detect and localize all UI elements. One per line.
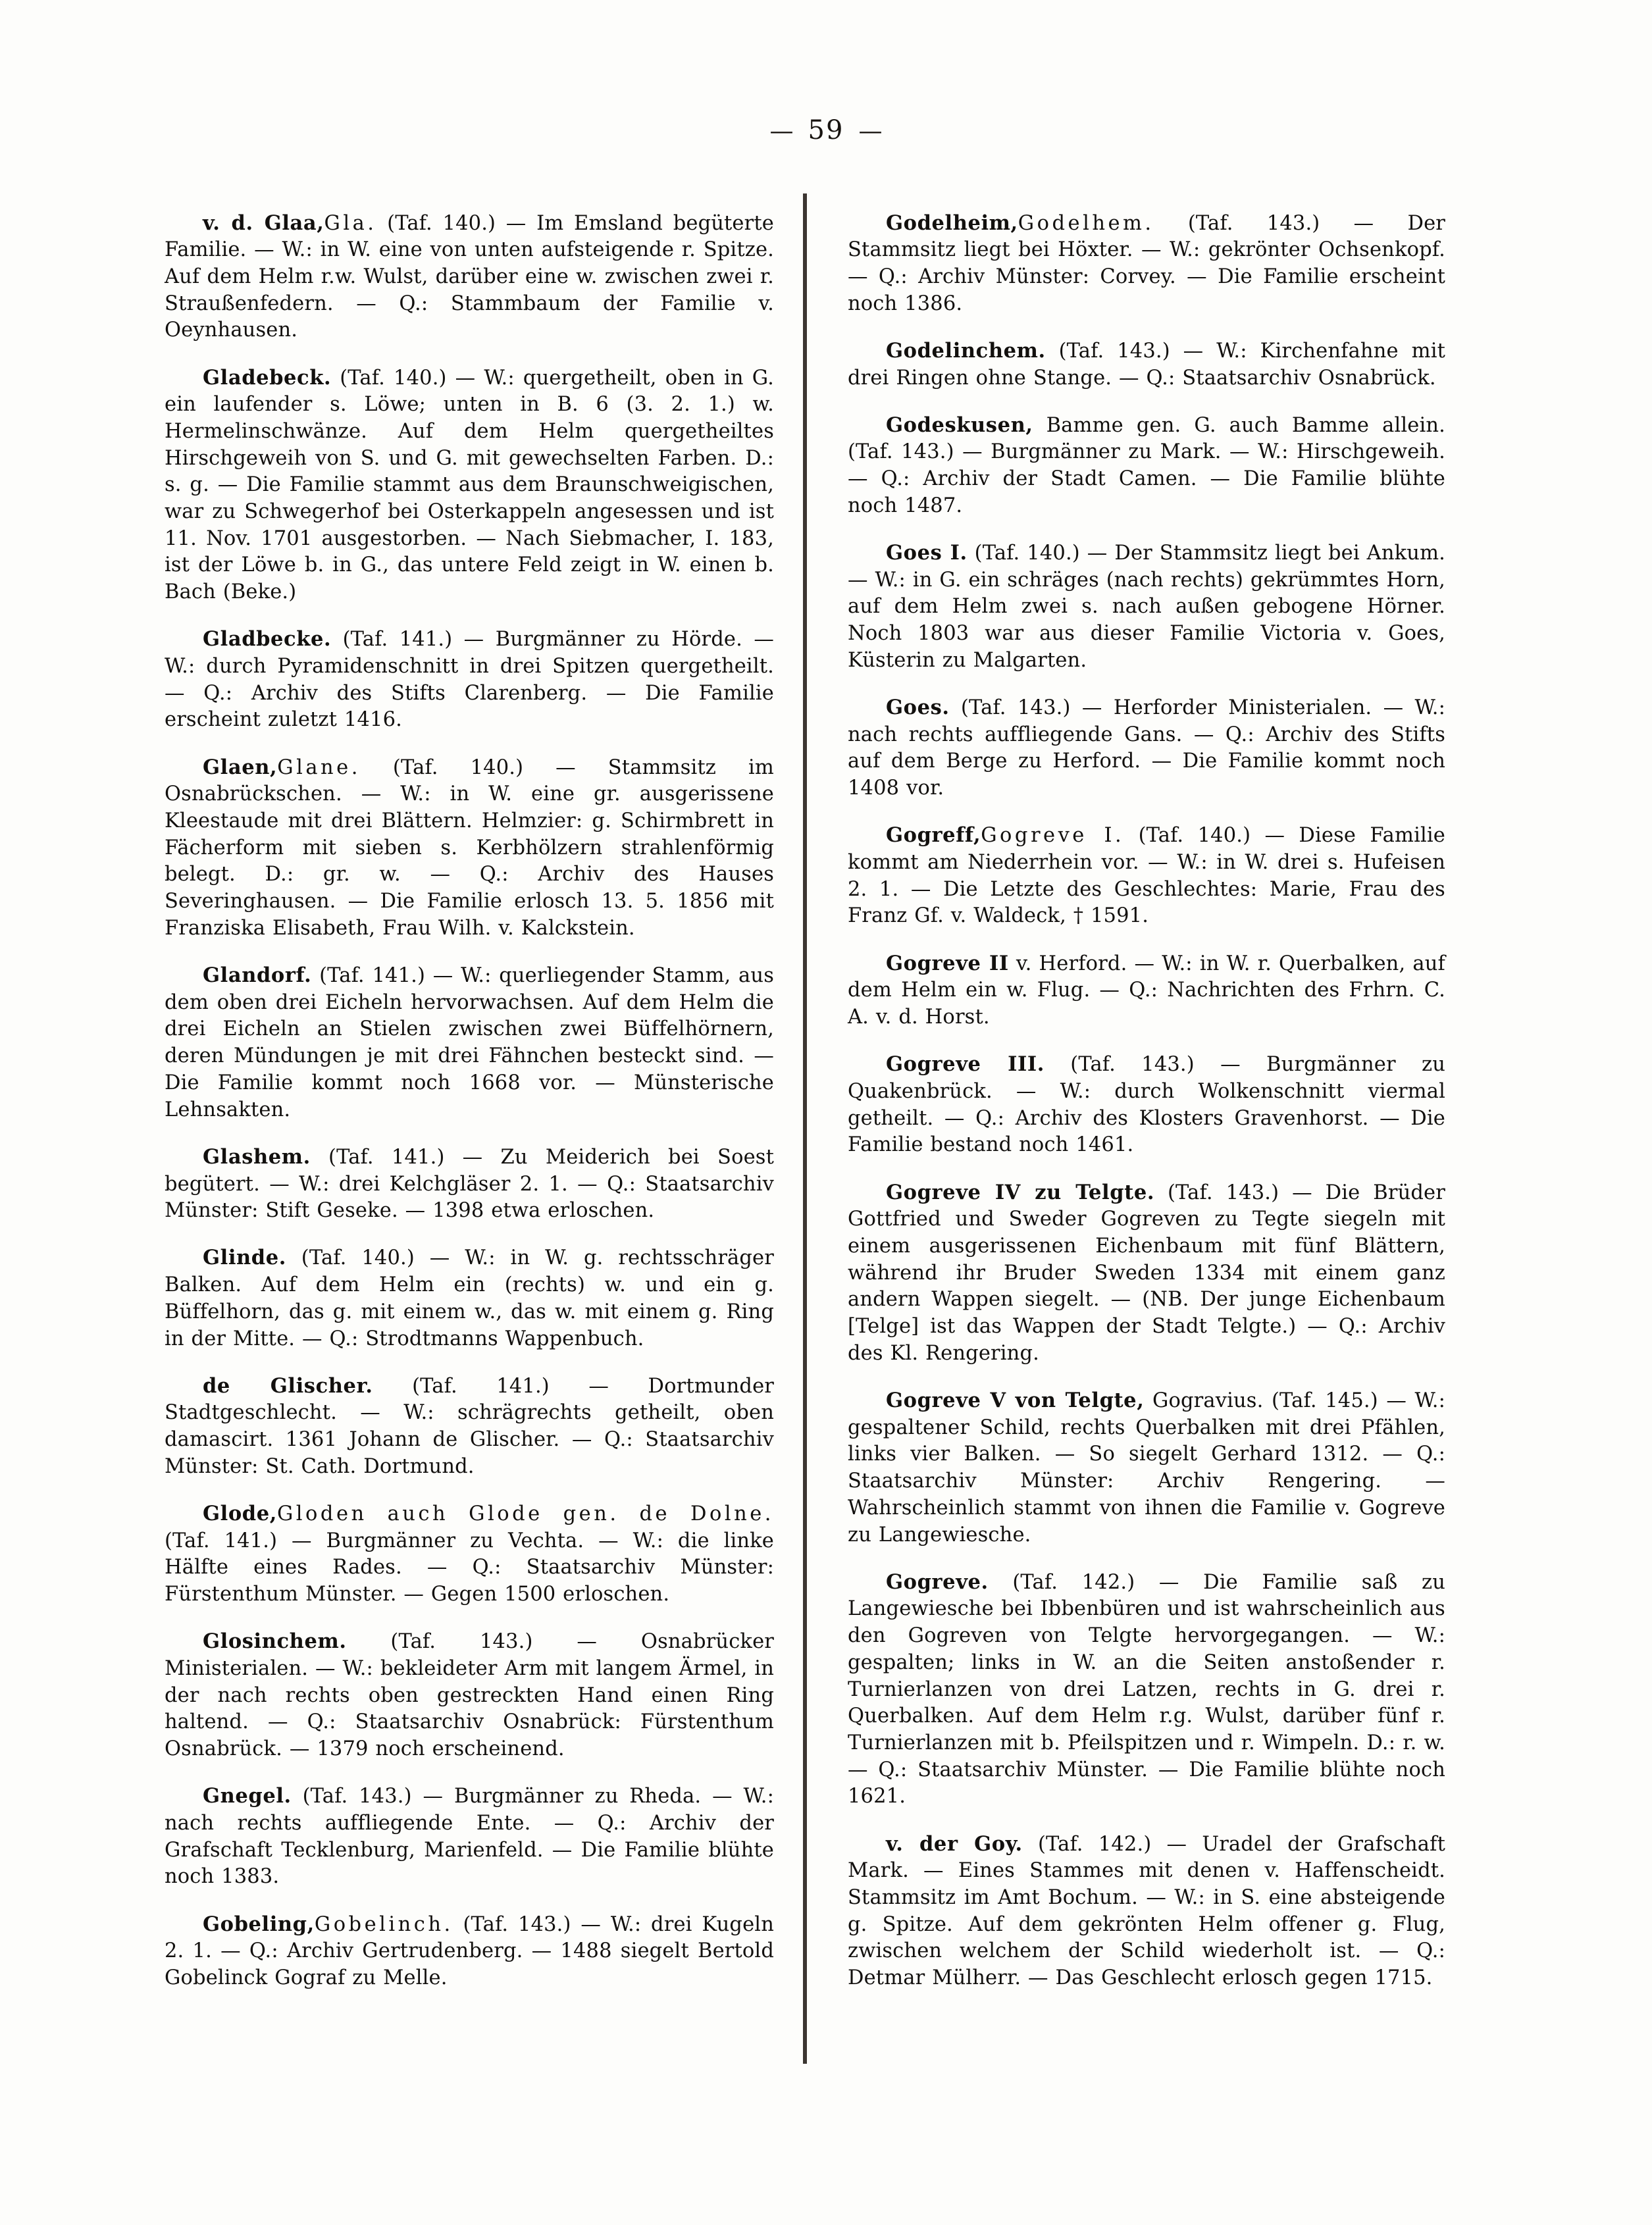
entry-headword: v. d. Glaa,: [203, 211, 324, 235]
dictionary-entry: [165, 754, 774, 942]
entry-headword-variant: Gloden auch Glode gen. de Dolne.: [276, 1502, 774, 1526]
left-column: [165, 190, 803, 2131]
entry-headword: de Glischer.: [203, 1373, 373, 1398]
dictionary-entry: [165, 1244, 774, 1352]
entry-body: (Taf. 141.) — Dortmunder Stadtgeschlecht. — W.: schrägrechts getheilt, oben damascirt. 1361 Johann de Glischer. — Q.: Staatsarchiv Münster: St. Cath. Dortmund.: [165, 1374, 774, 1478]
column-divider: [803, 193, 807, 2064]
dictionary-entry: [165, 1911, 774, 1992]
entry-headword: v. der Goy.: [886, 1831, 1023, 1856]
entry-body: Bamme gen. G. auch Bamme allein. (Taf. 143.) — Burgmänner zu Mark. — W.: Hirschgeweih. — Q.: Archiv der Stadt Camen. — Die Familie blühte noch 1487.: [848, 413, 1445, 517]
entry-body: (Taf. 143.) — W.: Kirchenfahne mit drei Ringen ohne Stange. — Q.: Staatsarchiv Osnabrück.: [848, 339, 1445, 390]
entry-body: (Taf. 140.) — W.: quergetheilt, oben in G. ein laufender s. Löwe; unten in B. 6 (3. 2. 1.) w. Hermelinschwänze. Auf dem Helm quergetheiltes Hirschgeweih von S. und G. mit gewechselten Farben. D.: s. g. — Die Familie stammt aus dem Braunschweigischen, war zu Schwegerhof bei Osterkappeln angesessen und ist 11. Nov. 1701 ausgestorben. — Nach Siebmacher, I. 183, ist der Löwe b. in G., das untere Feld zeigt in W. einen b. Bach (Beke.): [165, 366, 774, 604]
entry-headword-variant: Godelhem.: [1018, 211, 1154, 235]
entry-headword: Glaen,: [203, 755, 278, 779]
entry-headword: Godelheim,: [886, 211, 1018, 235]
entry-body: Gogravius. (Taf. 145.) — W.: gespaltener Schild, rechts Querbalken mit drei Pfählen, links vier Balken. — So siegelt Gerhard 1312. — Q.: Staatsarchiv Münster: Archiv Rengering. — Wahrscheinlich stammt von ihnen die Familie v. Gogreve zu Langewiesche.: [848, 1389, 1445, 1547]
dictionary-entry: [165, 1628, 774, 1763]
dictionary-entry: [165, 210, 774, 345]
entry-body: (Taf. 141.) — Zu Meiderich bei Soest begütert. — W.: drei Kelchgläser 2. 1. — Q.: Staatsarchiv Münster: Stift Geseke. — 1398 etwa erloschen.: [165, 1145, 774, 1223]
dictionary-entry: [848, 412, 1445, 520]
dictionary-entry: [165, 962, 774, 1123]
right-column: [807, 190, 1445, 2131]
dictionary-entry: [165, 365, 774, 606]
dictionary-entry: [848, 1569, 1445, 1810]
dictionary-entry: [165, 626, 774, 734]
entry-headword: Godeskusen,: [886, 413, 1033, 437]
page-header: [0, 115, 1652, 145]
dictionary-entry: [165, 1500, 774, 1608]
dictionary-entry: [165, 1373, 774, 1481]
entry-headword-variant: Gogreve I.: [981, 824, 1125, 848]
dictionary-entry: [848, 338, 1445, 392]
entry-headword: Godelinchem.: [886, 338, 1046, 363]
two-column-body: [165, 190, 1501, 2131]
entry-headword-variant: Gobelinch.: [314, 1912, 453, 1936]
dictionary-entry: [848, 694, 1445, 802]
entry-headword: Gladebeck.: [203, 365, 332, 390]
entry-body: (Taf. 143.) — Burgmänner zu Rheda. — W.: nach rechts auffliegende Ente. — Q.: Archiv der Grafschaft Tecklenburg, Marienfeld. — Die Familie blühte noch 1383.: [165, 1785, 774, 1889]
dictionary-entry: [165, 1783, 774, 1891]
entry-body: (Taf. 140.) — Diese Familie kommt am Niederrhein vor. — W.: in W. drei s. Hufeisen 2. 1. — Die Letzte des Geschlechtes: Marie, Frau des Franz Gf. v. Waldeck, † 1591.: [848, 824, 1445, 928]
entry-body: (Taf. 140.) — W.: in W. g. rechtsschräger Balken. Auf dem Helm ein (rechts) w. und ein g. Büffelhorn, das g. mit einem w., das w. mit einem g. Ring in der Mitte. — Q.: Strodtmanns Wappenbuch.: [165, 1246, 774, 1350]
entry-headword: Glosinchem.: [203, 1629, 347, 1654]
entry-headword: Gogreve II: [886, 951, 1009, 975]
entry-body: (Taf. 140.) — Stammsitz im Osnabrückschen. — W.: in W. eine gr. ausgerissene Kleestaude mit drei Blättern. Helmzier: g. Schirmbrett in Fächerform mit sieben s. Kerbhölzern strahlenförmig belegt. D.: gr. w. — Q.: Archiv des Hauses Severinghausen. — Die Familie erlosch 13. 5. 1856 mit Franziska Elisabeth, Frau Wilh. v. Kalckstein.: [165, 755, 774, 940]
entry-headword: Gnegel.: [203, 1784, 292, 1808]
entry-headword-variant: Glane.: [277, 755, 361, 779]
entry-body: (Taf. 141.) — W.: querliegender Stamm, aus dem oben drei Eicheln hervorwachsen. Auf dem Helm die drei Eicheln an Stielen zwischen zwei Büffelhörnern, deren Mündungen je mit drei Fähnchen besteckt sind. — Die Familie kommt noch 1668 vor. — Münsterische Lehnsakten.: [165, 964, 774, 1121]
header-dash-right: —: [858, 118, 883, 145]
dictionary-entry: [848, 1051, 1445, 1159]
dictionary-entry: [848, 1387, 1445, 1548]
entry-body: (Taf. 142.) — Die Familie saß zu Langewiesche bei Ibbenbüren und ist wahrscheinlich aus den Gogreven von Telgte hervorgegangen. — W.: gespalten; links in W. an die Seiten anstoßender r. Turnierlanzen von drei Latzen, rechts in G. drei r. Querbalken. Auf dem Helm r.g. Wulst, darüber fünf r. Turnierlanzen mit b. Pfeilspitzen und r. Wimpeln. D.: r. w. — Q.: Staatsarchiv Münster. — Die Familie blühte noch 1621.: [848, 1570, 1445, 1808]
entry-body: (Taf. 141.) — Burgmänner zu Hörde. — W.: durch Pyramidenschnitt in drei Spitzen quergetheilt. — Q.: Archiv des Stifts Clarenberg. — Die Familie erscheint zuletzt 1416.: [165, 628, 774, 732]
dictionary-entry: [848, 1179, 1445, 1368]
entry-body: (Taf. 142.) — Uradel der Grafschaft Mark. — Eines Stammes mit denen v. Haffenscheidt. Stammsitz im Amt Bochum. — W.: in S. eine absteigende g. Spitze. Auf dem gekrönten Helm offener g. Flug, zwischen welchem der Schild wiederholt ist. — Q.: Detmar Mülherr. — Das Geschlecht erlosch gegen 1715.: [848, 1832, 1445, 1990]
entry-headword: Glandorf.: [203, 963, 312, 988]
dictionary-entry: [848, 950, 1445, 1031]
entry-headword-variant: Gla.: [324, 211, 377, 235]
entry-body: v. Herford. — W.: in W. r. Querbalken, auf dem Helm ein w. Flug. — Q.: Nachrichten des Frhrn. C. A. v. d. Horst.: [848, 952, 1445, 1029]
entry-headword: Gobeling,: [203, 1912, 315, 1936]
dictionary-entry: [848, 540, 1445, 675]
entry-headword: Glode,: [203, 1502, 277, 1526]
entry-headword: Gogreve V von Telgte,: [886, 1389, 1145, 1413]
entry-body: (Taf. 143.) — Der Stammsitz liegt bei Höxter. — W.: gekrönter Ochsenkopf. — Q.: Archiv Münster: Corvey. — Die Familie erscheint noch 1386.: [848, 211, 1445, 315]
entry-body: (Taf. 143.) — Herforder Ministerialen. — W.: nach rechts auffliegende Gans. — Q.: Archiv des Stifts auf dem Berge zu Herford. — Die Familie kommt noch 1408 vor.: [848, 696, 1445, 800]
entry-headword: Goes.: [886, 696, 950, 720]
dictionary-entry: [848, 1831, 1445, 1992]
entry-headword: Goes I.: [886, 541, 968, 565]
entry-headword: Glashem.: [203, 1144, 311, 1169]
entry-headword: Gogreve III.: [886, 1052, 1045, 1077]
entry-body: (Taf. 143.) — Die Brüder Gottfried und Sweder Gogreven zu Tegte siegeln mit einem ausgerissenen Eichenbaum mit fünf Blättern, während ihr Bruder Sweden 1334 mit einem ganz andern Wappen siegelt. — (NB. Der junge Eichenbaum [Telge] ist das Wappen der Stadt Telgte.) — Q.: Archiv des Kl. Rengering.: [848, 1181, 1445, 1365]
dictionary-entry: [848, 822, 1445, 930]
entry-body: (Taf. 140.) — Im Emsland begüterte Familie. — W.: in W. eine von unten aufsteigende r. Spitze. Auf dem Helm r.w. Wulst, darüber eine w. zwischen zwei r. Straußenfedern. — Q.: Stammbaum der Familie v. Oeynhausen.: [165, 211, 774, 342]
entry-headword: Gogreff,: [886, 823, 981, 848]
entry-headword: Gladbecke.: [203, 627, 332, 652]
entry-headword: Glinde.: [203, 1246, 286, 1270]
entry-headword: Gogreve.: [886, 1570, 989, 1594]
entry-body: (Taf. 141.) — Burgmänner zu Vechta. — W.: die linke Hälfte eines Rades. — Q.: Staatsarchiv Münster: Fürstenthum Münster. — Gegen 1500 erloschen.: [165, 1529, 774, 1606]
entry-body: (Taf. 140.) — Der Stammsitz liegt bei Ankum. — W.: in G. ein schräges (nach rechts) gekrümmtes Horn, auf dem Helm zwei s. nach außen gebogene Hörner. Noch 1803 war aus dieser Familie Victoria v. Goes, Küsterin zu Malgarten.: [848, 542, 1445, 672]
entry-headword: Gogreve IV zu Telgte.: [886, 1180, 1155, 1204]
header-dash-left: —: [769, 118, 794, 145]
entry-body: (Taf. 143.) — Osnabrücker Ministerialen. — W.: bekleideter Arm mit langem Ärmel, in der nach rechts oben gestreckten Hand einen Ring haltend. — Q.: Staatsarchiv Osnabrück: Fürstenthum Osnabrück. — 1379 noch erscheinend.: [165, 1630, 774, 1761]
dictionary-entry: [848, 210, 1445, 318]
page-number: 59: [808, 115, 844, 145]
dictionary-entry: [165, 1144, 774, 1225]
entry-body: (Taf. 143.) — Burgmänner zu Quakenbrück. — W.: durch Wolkenschnitt viermal getheilt. — Q.: Archiv des Klosters Gravenhorst. — Die Familie bestand noch 1461.: [848, 1053, 1445, 1157]
entry-body: (Taf. 143.) — W.: drei Kugeln 2. 1. — Q.: Archiv Gertrudenberg. — 1488 siegelt Bertold Gobelinck Gograf zu Melle.: [165, 1912, 774, 1990]
